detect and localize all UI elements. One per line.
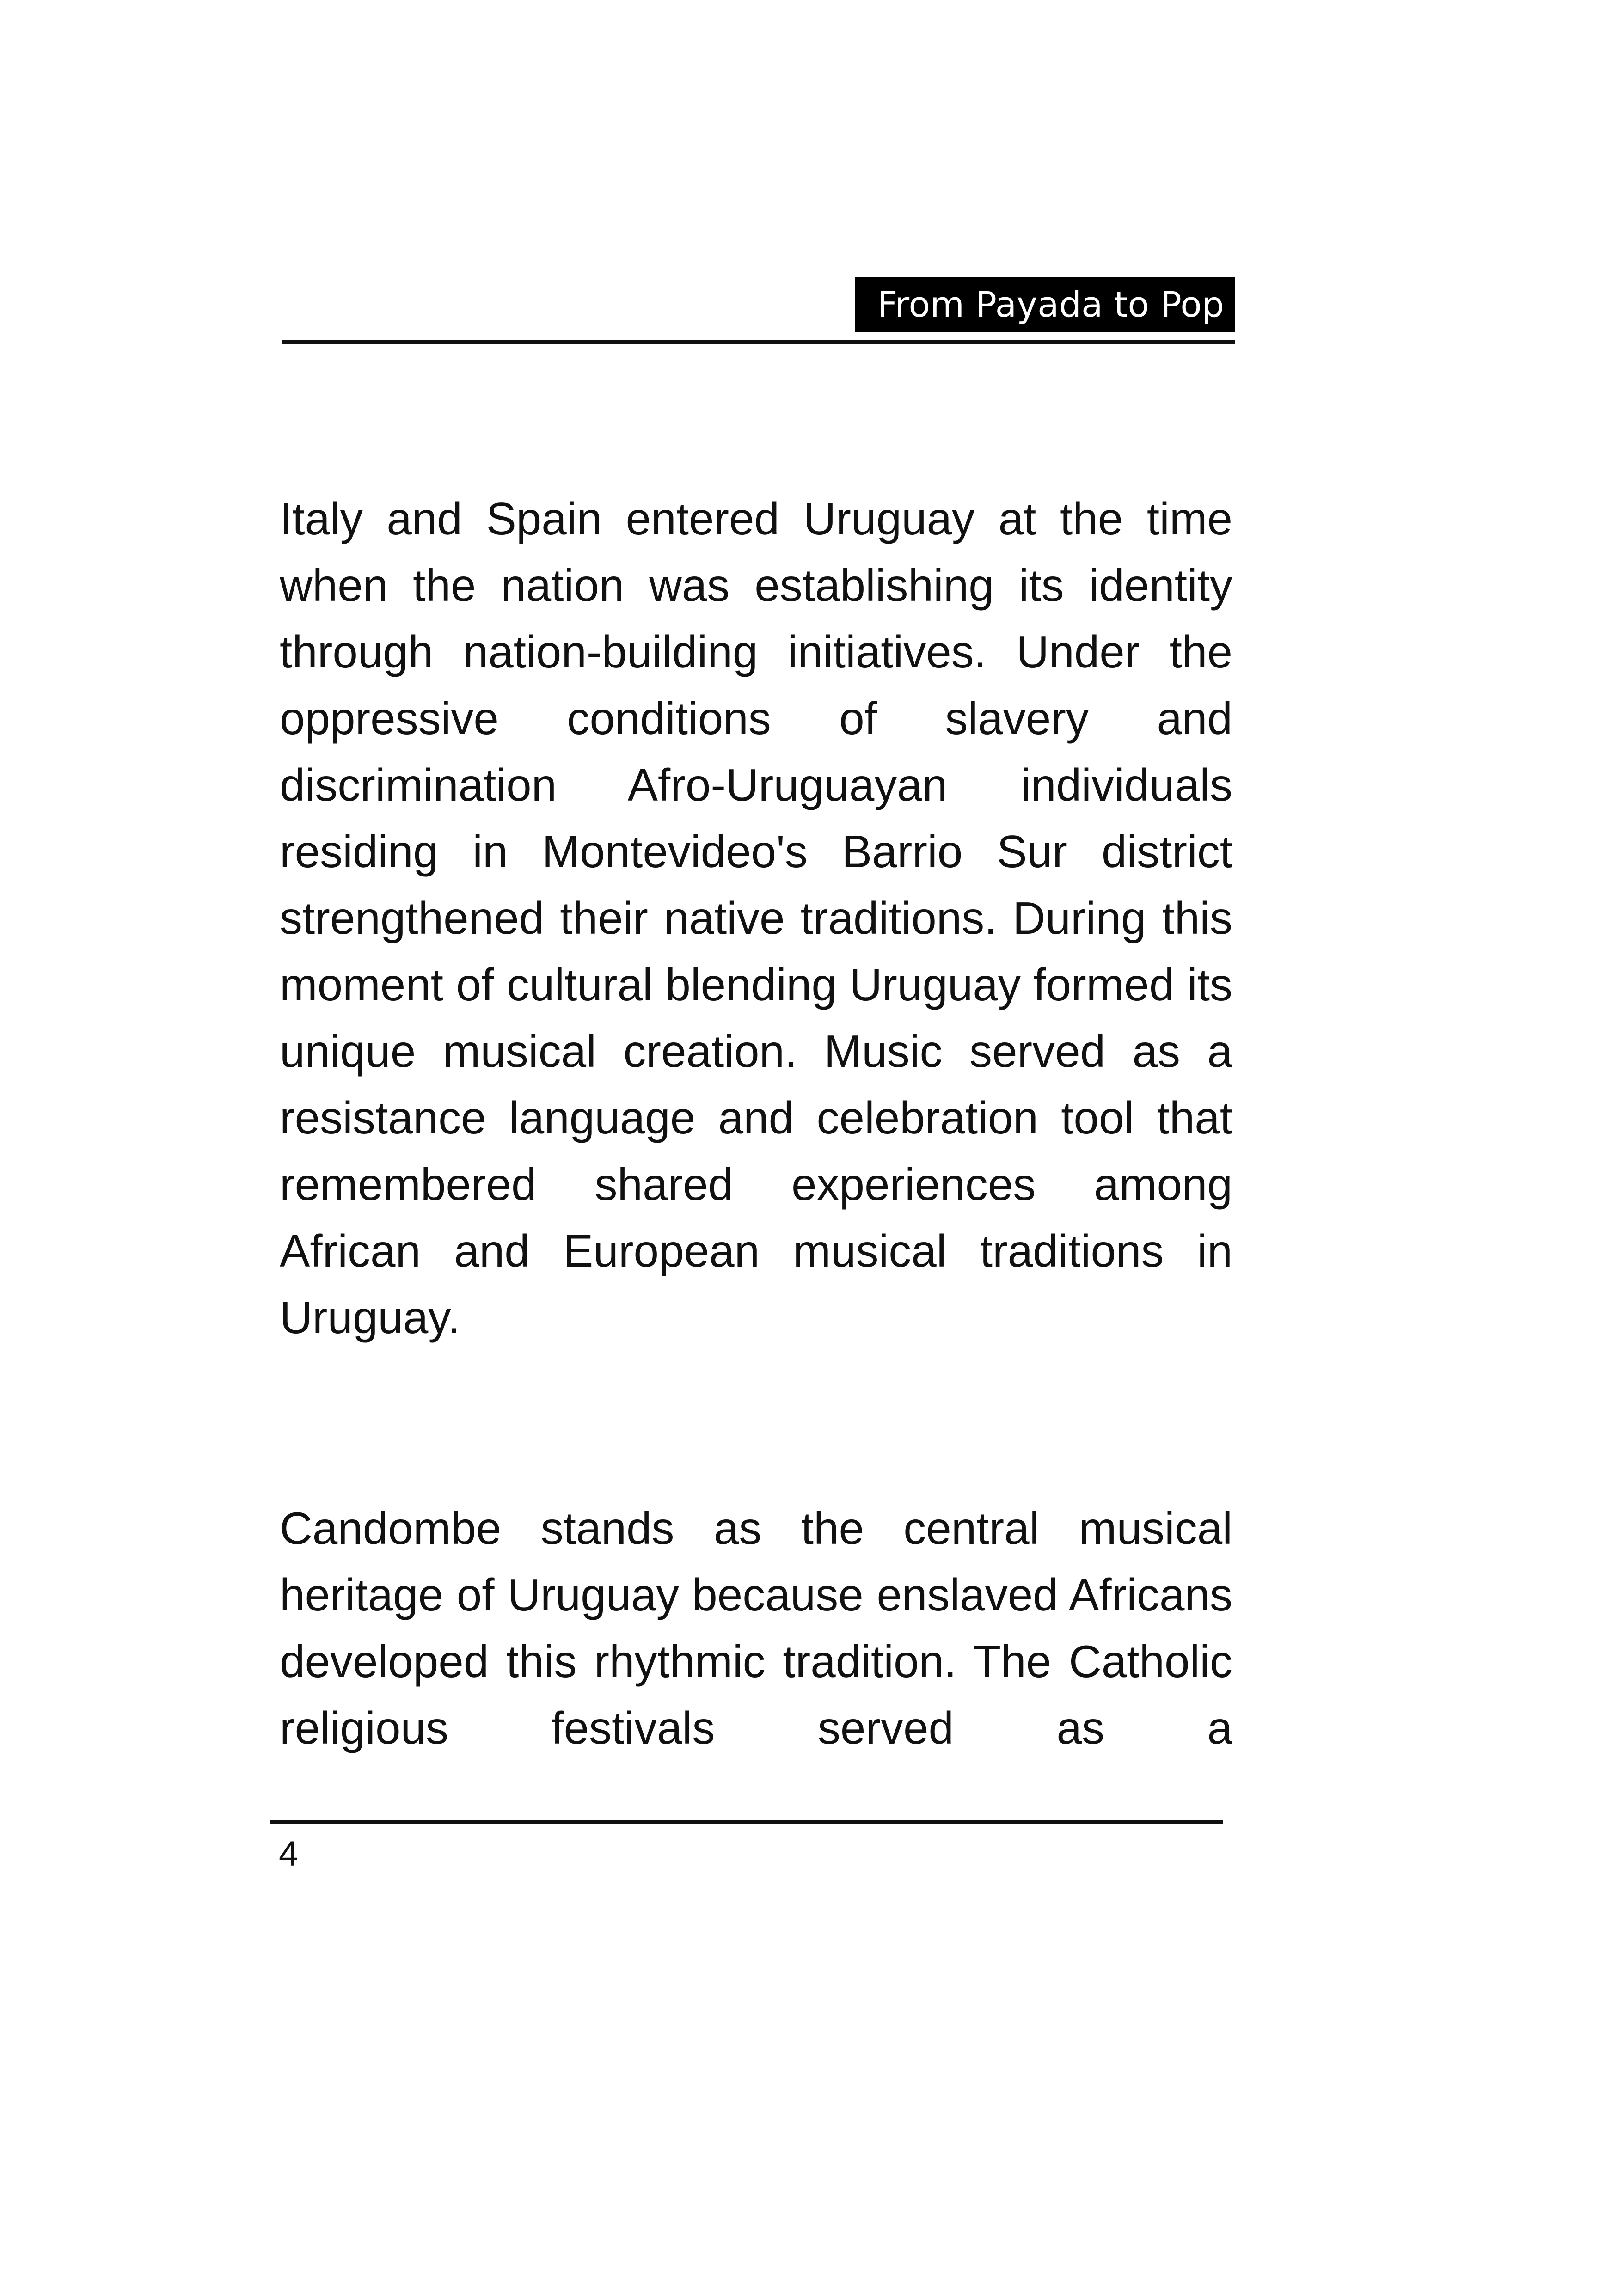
body-paragraph-1-container bbox=[280, 485, 1232, 1351]
body-paragraph: Italy and Spain entered Uruguay at the time when the nation was establishing its identity through nation-building initiatives. Under the oppressive conditions of slavery and discrimination Afro-Uruguayan individuals residing in Montevideo's Barrio Sur district strengthened their native traditions. During this moment of cultural blending Uruguay formed its unique musical creation. Music served as a resistance language and celebration tool that remembered shared experiences among African and European musical traditions in Uruguay. bbox=[280, 493, 1232, 1343]
running-title: From Payada to Pop bbox=[855, 277, 1235, 332]
body-paragraph: Candombe stands as the central musical heritage of Uruguay because enslaved Africans developed this rhythmic tradition. The Catholic religious festivals served as a bbox=[280, 1503, 1232, 1753]
running-header bbox=[282, 277, 1235, 346]
page-number: 4 bbox=[279, 1834, 299, 1874]
header-divider bbox=[282, 340, 1235, 344]
body-paragraph-2-container bbox=[280, 1495, 1232, 1761]
footer-divider bbox=[270, 1820, 1223, 1824]
